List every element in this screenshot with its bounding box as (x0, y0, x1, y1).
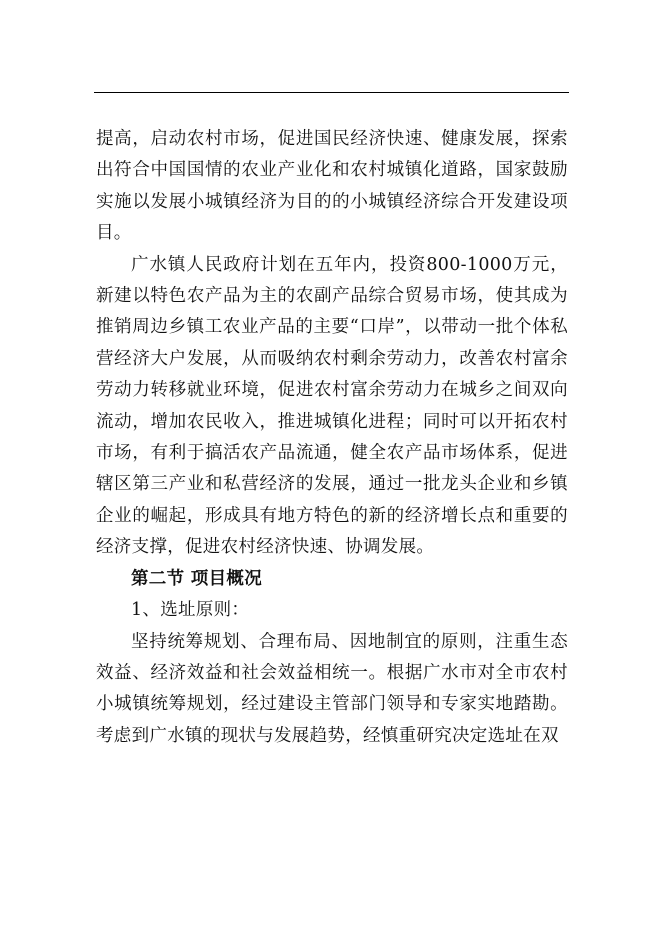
paragraph-continuation: 提高，启动农村市场，促进国民经济快速、健康发展，探索出符合中国国情的农业产业化和农村城镇化道路，国家鼓励实施以发展小城镇经济为目的的小城镇经济综合开发建设项目。 (96, 129, 568, 244)
list-item-site-principle: 1、选址原则： (131, 600, 250, 621)
paragraph-investment-plan: 广水镇人民政府计划在五年内，投资800-1000万元，新建以特色农产品为主的农副产品综合贸易市场，使其成为推销周边乡镇工农业产品的主要“口岸”，以带动一批个体私营经济大户发展，从而吸纳农村剩余劳动力，改善农村富余劳动力转移就业环境，促进农村富余劳动力在城乡之间双向流动，增加农民收入，推进城镇化进程；同时可以开拓农村市场，有利于搞活农产品流通，健全农产品市场体系，促进辖区第三产业和私营经济的发展，通过一批龙头企业和乡镇企业的崛起，形成具有地方特色的新的经济增长点和重要的经济支撑，促进农村经济快速、协调发展。 (96, 254, 568, 558)
section-heading: 第二节 项目概况 (131, 568, 262, 589)
paragraph-site-selection: 坚持统筹规划、合理布局、因地制宜的原则，注重生态效益、经济效益和社会效益相统一。根据广水市对全市农村小城镇统筹规划，经过建设主管部门领导和专家实地踏勘。考虑到广水镇的现状与发展趋势，经慎重研究决定选址在双 (96, 631, 568, 746)
header-rule (94, 92, 569, 93)
document-body (96, 124, 568, 752)
